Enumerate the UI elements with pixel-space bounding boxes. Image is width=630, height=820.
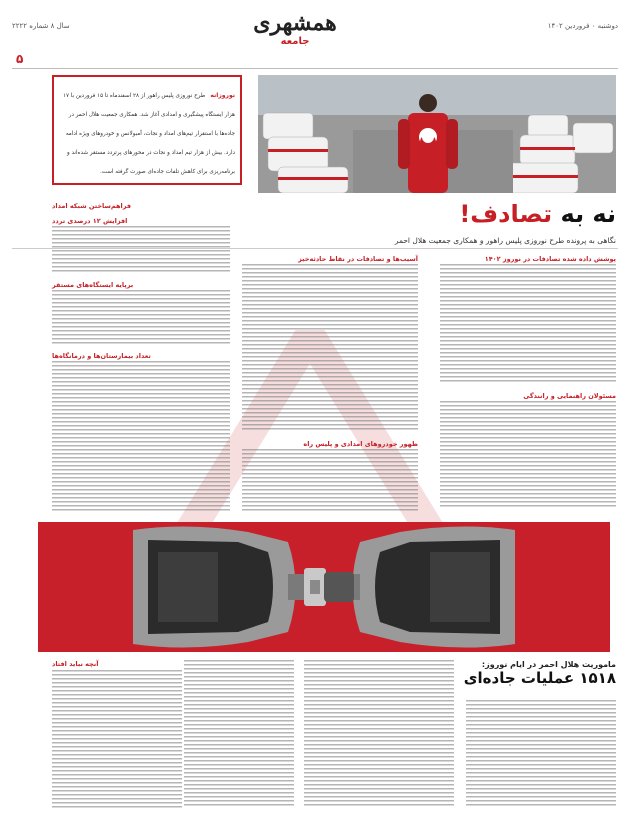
- mid-col-heading-2: ظهور خودروهای امدادی و پلیس راه: [303, 440, 418, 448]
- lead-photo-illustration: [258, 75, 616, 193]
- left-col-text-3: [52, 361, 230, 511]
- bottom-title: ۱۵۱۸ عملیات جاده‌ای: [463, 669, 616, 687]
- intro-box: [52, 75, 242, 185]
- issue-number: سال ۸ شماره ۲۲۲۲: [12, 22, 70, 30]
- masthead: [225, 10, 365, 50]
- left-col-heading-2: برپایه ایستگاه‌های مستقر: [52, 281, 134, 289]
- right-col-text-1: [440, 264, 616, 384]
- bottom-kicker: ماموریت هلال احمر در ایام نوروز:: [481, 660, 616, 669]
- main-headline: [459, 200, 616, 228]
- mid-col-text-1: [242, 264, 418, 432]
- headline-black: نه به: [552, 200, 616, 228]
- headline-red: تصادف!: [459, 200, 553, 228]
- section-name: جامعه: [280, 36, 310, 47]
- right-col-heading-1: پوشش داده شده تصادفات در نوروز ۱۴۰۲: [484, 255, 616, 263]
- left-col-text-2: [52, 290, 230, 346]
- bottom-text-left: [52, 670, 182, 808]
- bottom-left-heading: آنچه نباید افتاد: [52, 660, 99, 668]
- left-col-heading-0: فراهم‌ساختن شبکه امداد: [52, 202, 132, 210]
- bottom-text-mid-2: [184, 660, 294, 808]
- masthead-logo: همشهری: [253, 10, 337, 36]
- left-col-heading-3: تعداد بیمارستان‌ها و درمانگاه‌ها: [52, 352, 151, 360]
- seatbelt-banner: [38, 522, 610, 652]
- left-col-text-1: [52, 226, 230, 274]
- subheadline: نگاهی به پرونده طرح نوروزی پلیس راهور و همکاری جمعیت هلال احمر: [394, 236, 616, 245]
- left-col-heading-1: افزایش ۱۲ درصدی تردد: [52, 217, 128, 225]
- intro-text: طرح نوروزی پلیس راهور از ۲۸ اسفندماه تا ۱۵ فروردین با ۱۷ هزار ایستگاه پیشگیری و امدادی آغاز شد. همکاری جمعیت هلال احمر در جاده‌ها با استقرار تیم‌های امداد و نجات، آمبولانس و خودروهای ویژه ادامه دارد. بیش از هزار تیم امداد و نجات در محورهای پرتردد مستقر شده‌اند و برنامه‌ریزی برای کاهش تلفات جاده‌ای صورت گرفته است.: [63, 93, 235, 175]
- right-col-heading-2: مسئولان راهنمایی و رانندگی: [523, 392, 616, 400]
- intro-tag: نوروزانه: [210, 92, 235, 99]
- header-divider: [12, 68, 618, 69]
- seatbelt-cars-illustration: [38, 522, 610, 652]
- mid-col-text-2: [242, 449, 418, 511]
- bottom-headline-block: [464, 660, 616, 687]
- lead-photo: [258, 75, 616, 193]
- page-number: ۵: [16, 52, 24, 66]
- right-col-text-2: [440, 401, 616, 509]
- bottom-text-mid-1: [304, 660, 454, 808]
- bottom-text-right: [466, 700, 616, 808]
- mid-col-heading-1: آسیب‌ها و تصادفات در نقاط حادثه‌خیز: [298, 255, 418, 263]
- issue-date: دوشنبه ۰ فروردین ۱۴۰۲: [547, 22, 618, 30]
